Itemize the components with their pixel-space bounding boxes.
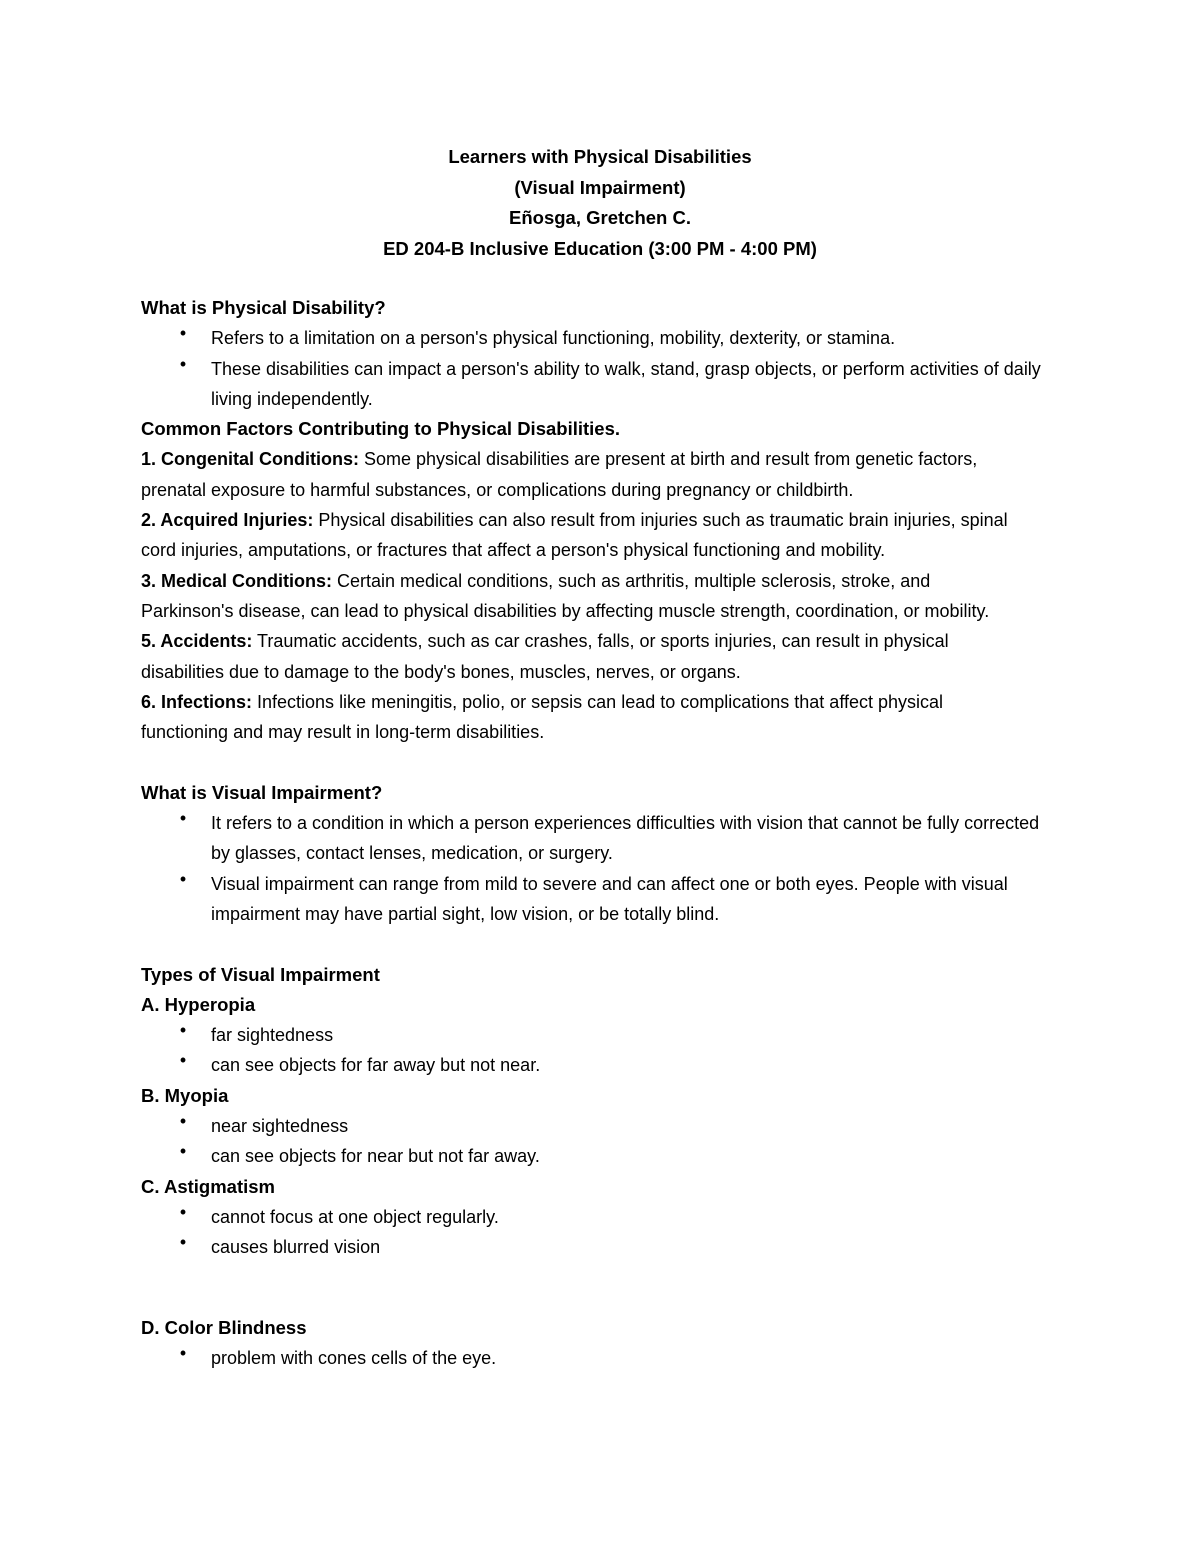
factor-label: 3. Medical Conditions: <box>141 570 333 591</box>
list-item <box>141 1050 1071 1080</box>
author-name: Eñosga, Gretchen C. <box>509 207 691 228</box>
factor-text: Traumatic accidents, such as car crashes, falls, or sports injuries, can result in physical disabilities due to damage to the body's bones, muscles, nerves, or organs. <box>141 631 949 682</box>
list-item-text: Visual impairment can range from mild to severe and can affect one or both eyes. People with visual impairment may have partial sight, low vision, or be totally blind. <box>211 873 1008 924</box>
bullet-icon: • <box>179 1342 187 1363</box>
factor-item <box>141 626 1026 687</box>
bullet-icon: • <box>179 868 187 889</box>
factor-label: 5. Accidents: <box>141 631 253 652</box>
section-heading-types: Types of Visual Impairment <box>141 963 380 985</box>
section-heading-visual-impairment: What is Visual Impairment? <box>141 781 383 803</box>
list-item-text: cannot focus at one object regularly. <box>211 1206 499 1227</box>
factor-item <box>141 566 1016 627</box>
factor-label: 1. Congenital Conditions: <box>141 449 359 470</box>
list-item <box>141 1141 1071 1171</box>
title-block <box>0 142 1200 264</box>
course-info: ED 204-B Inclusive Education (3:00 PM - 4:00 PM) <box>383 237 817 259</box>
list-item <box>141 1020 1071 1050</box>
list-item <box>141 869 1071 930</box>
type-label-hyperopia: A. Hyperopia <box>141 993 256 1015</box>
factor-item <box>141 505 1041 566</box>
list-item-text: can see objects for near but not far away. <box>211 1146 540 1167</box>
bullet-icon: • <box>179 1050 187 1071</box>
factor-text: Some physical disabilities are present at birth and result from genetic factors, prenatal exposure to harmful substances, or complications during pregnancy or childbirth. <box>141 449 978 500</box>
list-item <box>141 1202 1071 1232</box>
list-item <box>141 808 1071 869</box>
factor-label: 2. Acquired Injuries: <box>141 510 314 531</box>
list-item-text: Refers to a limitation on a person's physical functioning, mobility, dexterity, or stamina. <box>211 328 896 349</box>
factor-text: Certain medical conditions, such as arthritis, multiple sclerosis, stroke, and Parkinson's disease, can lead to physical disabilities by affecting muscle strength, coordination, or mobility. <box>141 570 990 621</box>
type-label-astigmatism: C. Astigmatism <box>141 1175 275 1197</box>
document-title: Learners with Physical Disabilities <box>448 146 752 167</box>
section-heading-factors: Common Factors Contributing to Physical Disabilities. <box>141 418 621 440</box>
list-item-text: These disabilities can impact a person's ability to walk, stand, grasp objects, or perform activities of daily living independently. <box>211 358 1041 409</box>
factor-item <box>141 687 1026 748</box>
spacer <box>141 1263 1071 1313</box>
bullet-icon: • <box>179 808 187 829</box>
type-label-color-blindness: D. Color Blindness <box>141 1316 307 1338</box>
document-body <box>141 293 1071 1373</box>
factor-item <box>141 444 1046 505</box>
bullet-icon: • <box>179 323 187 344</box>
list-item-text: near sightedness <box>211 1116 349 1137</box>
type-label-myopia: B. Myopia <box>141 1084 229 1106</box>
document-subtitle: (Visual Impairment) <box>514 176 686 198</box>
bullet-icon: • <box>179 1111 187 1132</box>
list-item-text: causes blurred vision <box>211 1237 381 1258</box>
bullet-icon: • <box>179 1141 187 1162</box>
factor-text: Infections like meningitis, polio, or sepsis can lead to complications that affect physical functioning and may result in long-term disabilities. <box>141 691 944 743</box>
list-item-text: It refers to a condition in which a person experiences difficulties with vision that cannot be fully corrected by glasses, contact lenses, medication, or surgery. <box>211 813 1040 864</box>
list-item-text: far sightedness <box>211 1025 334 1046</box>
bullet-icon: • <box>179 1201 187 1222</box>
section-heading-physical-disability: What is Physical Disability? <box>141 297 386 318</box>
list-item <box>141 1232 1071 1262</box>
list-item-text: problem with cones cells of the eye. <box>211 1347 497 1368</box>
bullet-icon: • <box>179 1020 187 1041</box>
list-item <box>141 323 1071 353</box>
bullet-icon: • <box>179 1232 187 1253</box>
spacer <box>141 929 1071 959</box>
list-item <box>141 1111 1071 1141</box>
factor-text: Physical disabilities can also result from injuries such as traumatic brain injuries, spinal cord injuries, amputations, or fractures that affect a person's physical functioning and mobility. <box>141 510 1008 561</box>
list-item-text: can see objects for far away but not near. <box>211 1055 541 1076</box>
list-item <box>141 354 1071 415</box>
list-item <box>141 1343 1071 1373</box>
spacer <box>141 747 1071 777</box>
bullet-icon: • <box>179 353 187 374</box>
factor-label: 6. Infections: <box>141 691 253 712</box>
